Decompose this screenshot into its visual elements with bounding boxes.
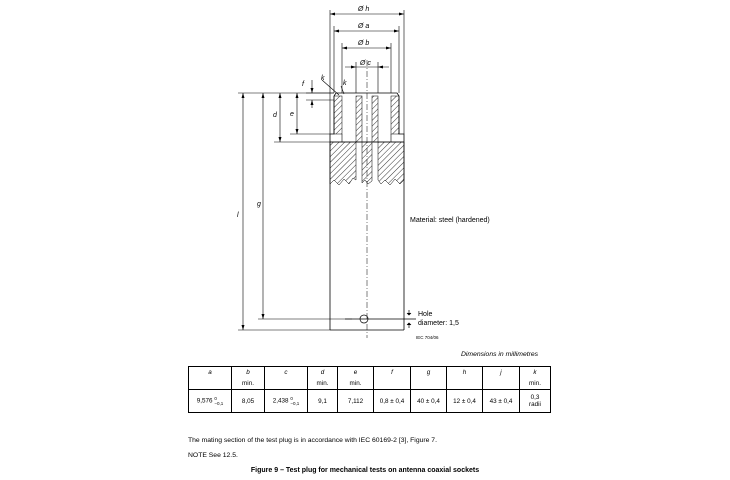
subheader-d: min.: [308, 378, 338, 390]
label-f: f: [302, 81, 304, 88]
table-subheader-row: [189, 378, 551, 390]
label-d: d: [273, 112, 277, 119]
header-j: j: [483, 367, 520, 379]
label-g: g: [257, 201, 261, 208]
subheader-c: [265, 378, 308, 390]
material-text: Material: steel (hardened): [410, 217, 490, 224]
subheader-a: [189, 378, 232, 390]
label-a: Ø a: [358, 23, 370, 30]
subheader-k: min.: [520, 378, 551, 390]
value-h: 12 ± 0,4: [447, 390, 483, 413]
subheader-e: min.: [338, 378, 374, 390]
hole-text-1: Hole: [418, 311, 433, 318]
header-d: d: [308, 367, 338, 379]
header-e: e: [338, 367, 374, 379]
header-h: h: [447, 367, 483, 379]
mating-text: The mating section of the test plug is in accordance with IEC 60169-2 [3], Figure 7.: [188, 437, 437, 444]
value-b: 8,05: [232, 390, 265, 413]
label-c: Ø c: [360, 60, 371, 67]
value-d: 9,1: [308, 390, 338, 413]
value-c: 2,438 0 −0,1: [265, 390, 308, 413]
value-j: 43 ± 0,4: [483, 390, 520, 413]
hole-text-2: diameter: 1,5: [418, 320, 459, 327]
subheader-h: [447, 378, 483, 390]
value-a: 9,576 0 −0,1: [189, 390, 232, 413]
header-a: a: [189, 367, 232, 379]
table-row: [189, 390, 551, 413]
dimensions-note: Dimensions in millimetres: [461, 351, 539, 358]
label-b: Ø b: [358, 40, 370, 47]
subheader-j: [483, 378, 520, 390]
value-k: 0,3 radii: [520, 390, 551, 413]
label-h: Ø h: [358, 6, 370, 13]
subheader-g: [411, 378, 447, 390]
header-g: g: [411, 367, 447, 379]
label-l: l: [237, 212, 239, 219]
subheader-f: [374, 378, 411, 390]
header-k: k: [520, 367, 551, 379]
table-header-row: [189, 367, 551, 379]
label-k2: k: [343, 80, 347, 87]
value-f: 0,8 ± 0,4: [374, 390, 411, 413]
header-b: b: [232, 367, 265, 379]
subheader-b: min.: [232, 378, 265, 390]
hole: [345, 310, 416, 328]
dimensions-table: [188, 366, 551, 413]
value-e: 7,112: [338, 390, 374, 413]
note-text: NOTE See 12.5.: [188, 452, 238, 459]
value-g: 40 ± 0,4: [411, 390, 447, 413]
figure-caption: Figure 9 – Test plug for mechanical tests on antenna coaxial sockets: [250, 467, 480, 474]
label-e: e: [290, 111, 294, 118]
header-c: c: [265, 367, 308, 379]
iec-ref: IEC 704/06: [416, 335, 439, 340]
header-f: f: [374, 367, 411, 379]
label-k: k: [321, 75, 325, 82]
